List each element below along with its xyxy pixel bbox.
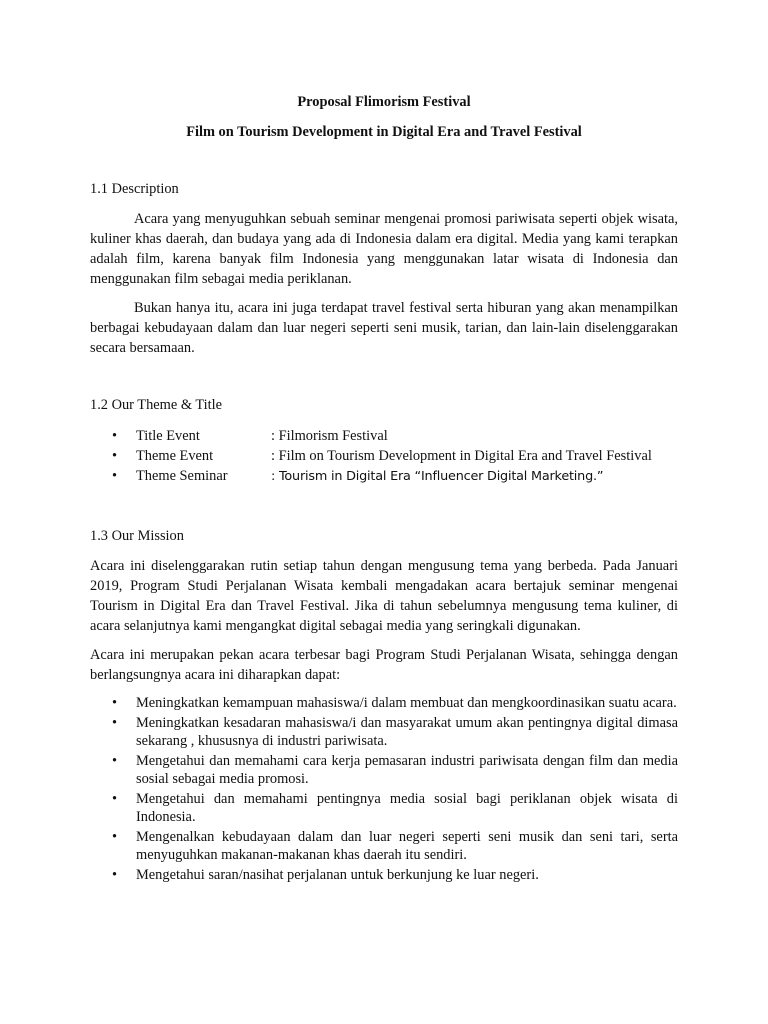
theme-value: : Tourism in Digital Era “Influencer Digital Marketing.” (271, 469, 604, 484)
goal-item (90, 714, 678, 750)
bullet-icon: • (112, 715, 118, 731)
bullet-icon: • (112, 695, 118, 711)
bullet-icon: • (112, 753, 118, 769)
bullet-icon: • (112, 867, 118, 883)
theme-item-theme-seminar (90, 466, 678, 487)
goal-text: Meningkatkan kemampuan mahasiswa/i dalam membuat dan mengkoordinasikan suatu acara. (136, 695, 677, 711)
goal-text: Mengetahui dan memahami pentingnya media sosial bagi periklanan objek wisata di Indonesia. (136, 791, 678, 825)
description-paragraph-2: Bukan hanya itu, acara ini juga terdapat travel festival serta hiburan yang akan menampilkan berbagai kebudayaan dalam dan luar negeri seperti seni musik, tarian, dan lain-lain diselenggarakan secara bersamaan. (90, 300, 678, 356)
mission-goals-list (90, 694, 678, 884)
mission-heading: 1.3 Our Mission (90, 528, 184, 544)
bullet-icon: • (112, 829, 118, 845)
bullet-icon: • (112, 468, 118, 484)
goal-item (90, 828, 678, 864)
goal-item (90, 694, 678, 712)
goal-item (90, 866, 678, 884)
theme-item-title-event (90, 426, 678, 446)
description-paragraph-1: Acara yang menyuguhkan sebuah seminar mengenai promosi pariwisata seperti objek wisata, kuliner khas daerah, dan budaya yang ada di Indonesia dalam era digital. Media yang kami terapkan adalah film, karena banyak film Indonesia yang menggunakan latar wisata di Indonesia dan menggunakan film sebagai media periklanan. (90, 211, 678, 287)
goal-text: Mengetahui saran/nasihat perjalanan untuk berkunjung ke luar negeri. (136, 867, 539, 883)
theme-value: : Filmorism Festival (271, 428, 388, 444)
theme-list (90, 426, 678, 487)
theme-label: Title Event (136, 428, 200, 444)
bullet-icon: • (112, 428, 118, 444)
goal-text: Mengenalkan kebudayaan dalam dan luar negeri seperti seni musik dan seni tari, serta menyuguhkan makanan-makanan khas daerah itu sendiri. (136, 829, 678, 863)
goal-text: Meningkatkan kesadaran mahasiswa/i dan masyarakat umum akan pentingnya digital dimasa sekarang , khususnya di industri pariwisata. (136, 715, 678, 749)
mission-paragraph-1: Acara ini diselenggarakan rutin setiap tahun dengan mengusung tema yang berbeda. Pada Januari 2019, Program Studi Perjalanan Wisata kembali mengadakan acara bertajuk seminar mengenai Tourism in Digital Era dan Travel Festival. Jika di tahun sebelumnya mengusung tema kuliner, di acara selanjutnya kami mengangkat digital sebagai media yang seringkali digunakan. (90, 558, 678, 634)
bullet-icon: • (112, 448, 118, 464)
bullet-icon: • (112, 791, 118, 807)
document-page (90, 92, 678, 886)
goal-text: Mengetahui dan memahami cara kerja pemasaran industri pariwisata dengan film dan media sosial sebagai media promosi. (136, 753, 678, 787)
description-heading: 1.1 Description (90, 181, 179, 197)
theme-value: : Film on Tourism Development in Digital Era and Travel Festival (271, 448, 652, 464)
theme-label: Theme Seminar (136, 468, 228, 484)
theme-item-theme-event (90, 446, 678, 466)
goal-item (90, 790, 678, 826)
mission-paragraph-2: Acara ini merupakan pekan acara terbesar bagi Program Studi Perjalanan Wisata, sehingga dengan berlangsungnya acara ini diharapkan dapat: (90, 647, 678, 683)
document-subtitle: Film on Tourism Development in Digital Era and Travel Festival (186, 124, 582, 140)
document-title: Proposal Flimorism Festival (297, 94, 471, 110)
theme-label: Theme Event (136, 448, 214, 464)
goal-item (90, 752, 678, 788)
theme-heading: 1.2 Our Theme & Title (90, 397, 223, 413)
